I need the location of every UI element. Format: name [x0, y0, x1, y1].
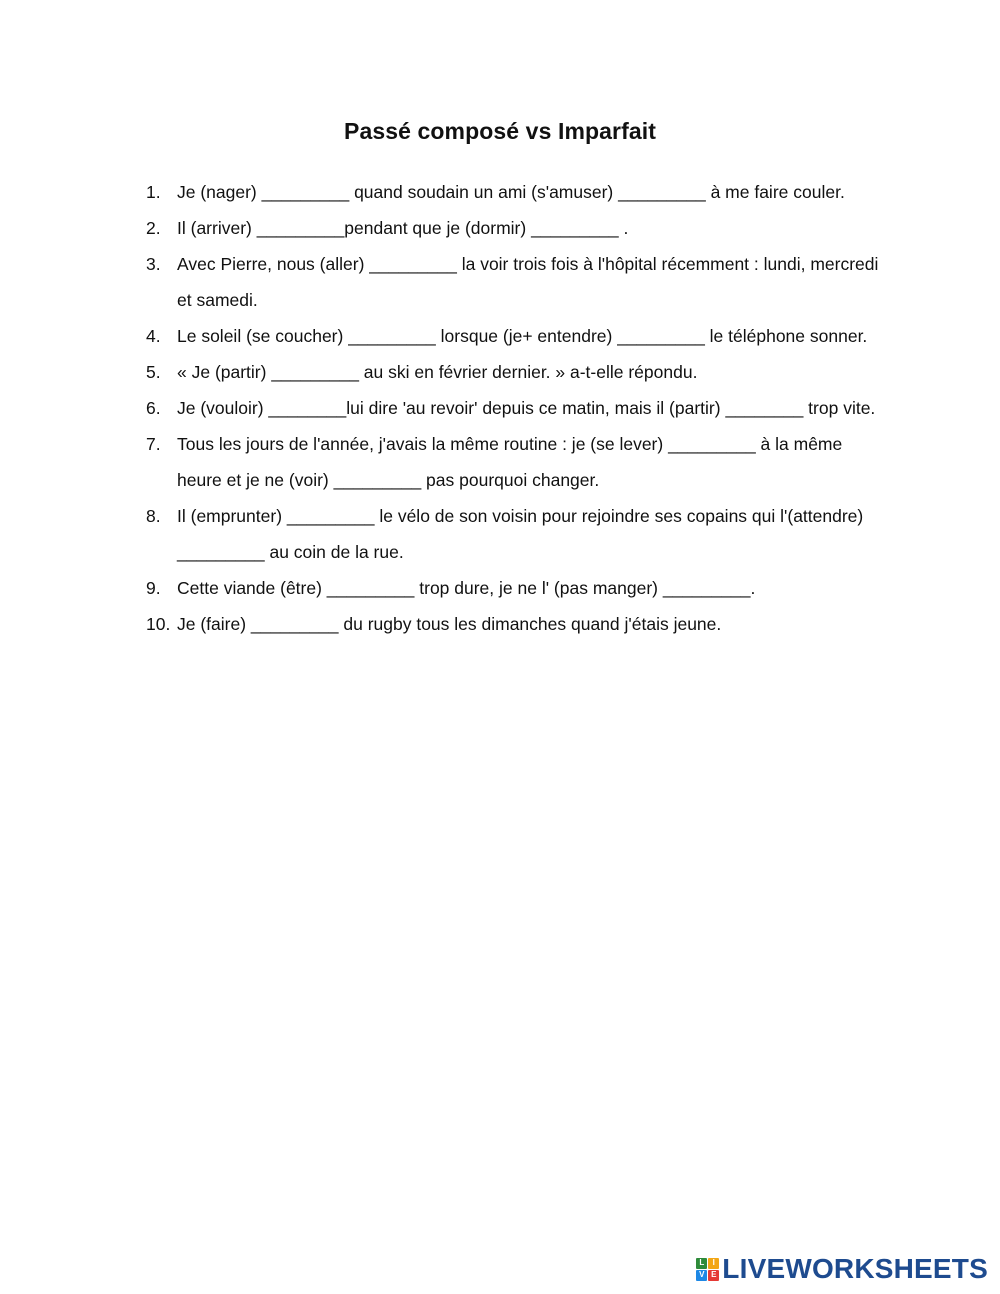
exercise-item-5	[146, 354, 890, 390]
logo-letter: L	[696, 1258, 707, 1269]
exercise-text: Je (nager) _________ quand soudain un ami (s'amuser) _________ à me faire couler.	[177, 182, 845, 202]
exercise-item-8	[146, 498, 890, 570]
exercise-item-7	[146, 426, 890, 498]
exercise-number: 4.	[146, 326, 161, 346]
liveworksheets-logo-icon	[696, 1258, 719, 1281]
exercise-text: Avec Pierre, nous (aller) _________ la voir trois fois à l'hôpital récemment : lundi, mercredi et samedi.	[177, 254, 879, 310]
exercise-item-3	[146, 246, 890, 318]
exercise-item-9	[146, 570, 890, 606]
exercise-text: Il (arriver) _________pendant que je (dormir) _________ .	[177, 218, 629, 238]
liveworksheets-logo[interactable]	[696, 1252, 988, 1286]
exercise-text: Le soleil (se coucher) _________ lorsque (je+ entendre) _________ le téléphone sonner.	[177, 326, 868, 346]
exercise-number: 7.	[146, 434, 161, 454]
logo-letter: I	[708, 1258, 719, 1269]
exercise-item-4	[146, 318, 890, 354]
exercise-number: 2.	[146, 218, 161, 238]
exercise-item-6	[146, 390, 890, 426]
worksheet-title: Passé composé vs Imparfait	[344, 118, 656, 144]
logo-letter: V	[696, 1270, 707, 1281]
exercise-text: « Je (partir) _________ au ski en février dernier. » a-t-elle répondu.	[177, 362, 698, 382]
exercise-number: 1.	[146, 182, 161, 202]
liveworksheets-wordmark: LIVEWORKSHEETS	[722, 1253, 988, 1284]
exercise-item-1	[146, 174, 890, 210]
exercise-text: Cette viande (être) _________ trop dure, je ne l' (pas manger) _________.	[177, 578, 756, 598]
exercise-number: 5.	[146, 362, 161, 382]
exercise-number: 10.	[146, 614, 171, 634]
exercise-text: Je (vouloir) ________lui dire 'au revoir' depuis ce matin, mais il (partir) ________ trop vite.	[177, 398, 876, 418]
exercise-number: 8.	[146, 506, 161, 526]
exercise-number: 9.	[146, 578, 161, 598]
exercise-list	[146, 174, 890, 642]
exercise-item-2	[146, 210, 890, 246]
exercise-number: 6.	[146, 398, 161, 418]
exercise-number: 3.	[146, 254, 161, 274]
exercise-item-10	[146, 606, 890, 642]
exercise-text: Il (emprunter) _________ le vélo de son voisin pour rejoindre ses copains qui l'(attendre) _________ au coin de la rue.	[177, 506, 864, 562]
logo-letter: E	[708, 1270, 719, 1281]
exercise-text: Je (faire) _________ du rugby tous les dimanches quand j'étais jeune.	[177, 614, 722, 634]
exercise-text: Tous les jours de l'année, j'avais la même routine : je (se lever) _________ à la même heure et je ne (voir) _________ pas pourquoi changer.	[177, 434, 843, 490]
